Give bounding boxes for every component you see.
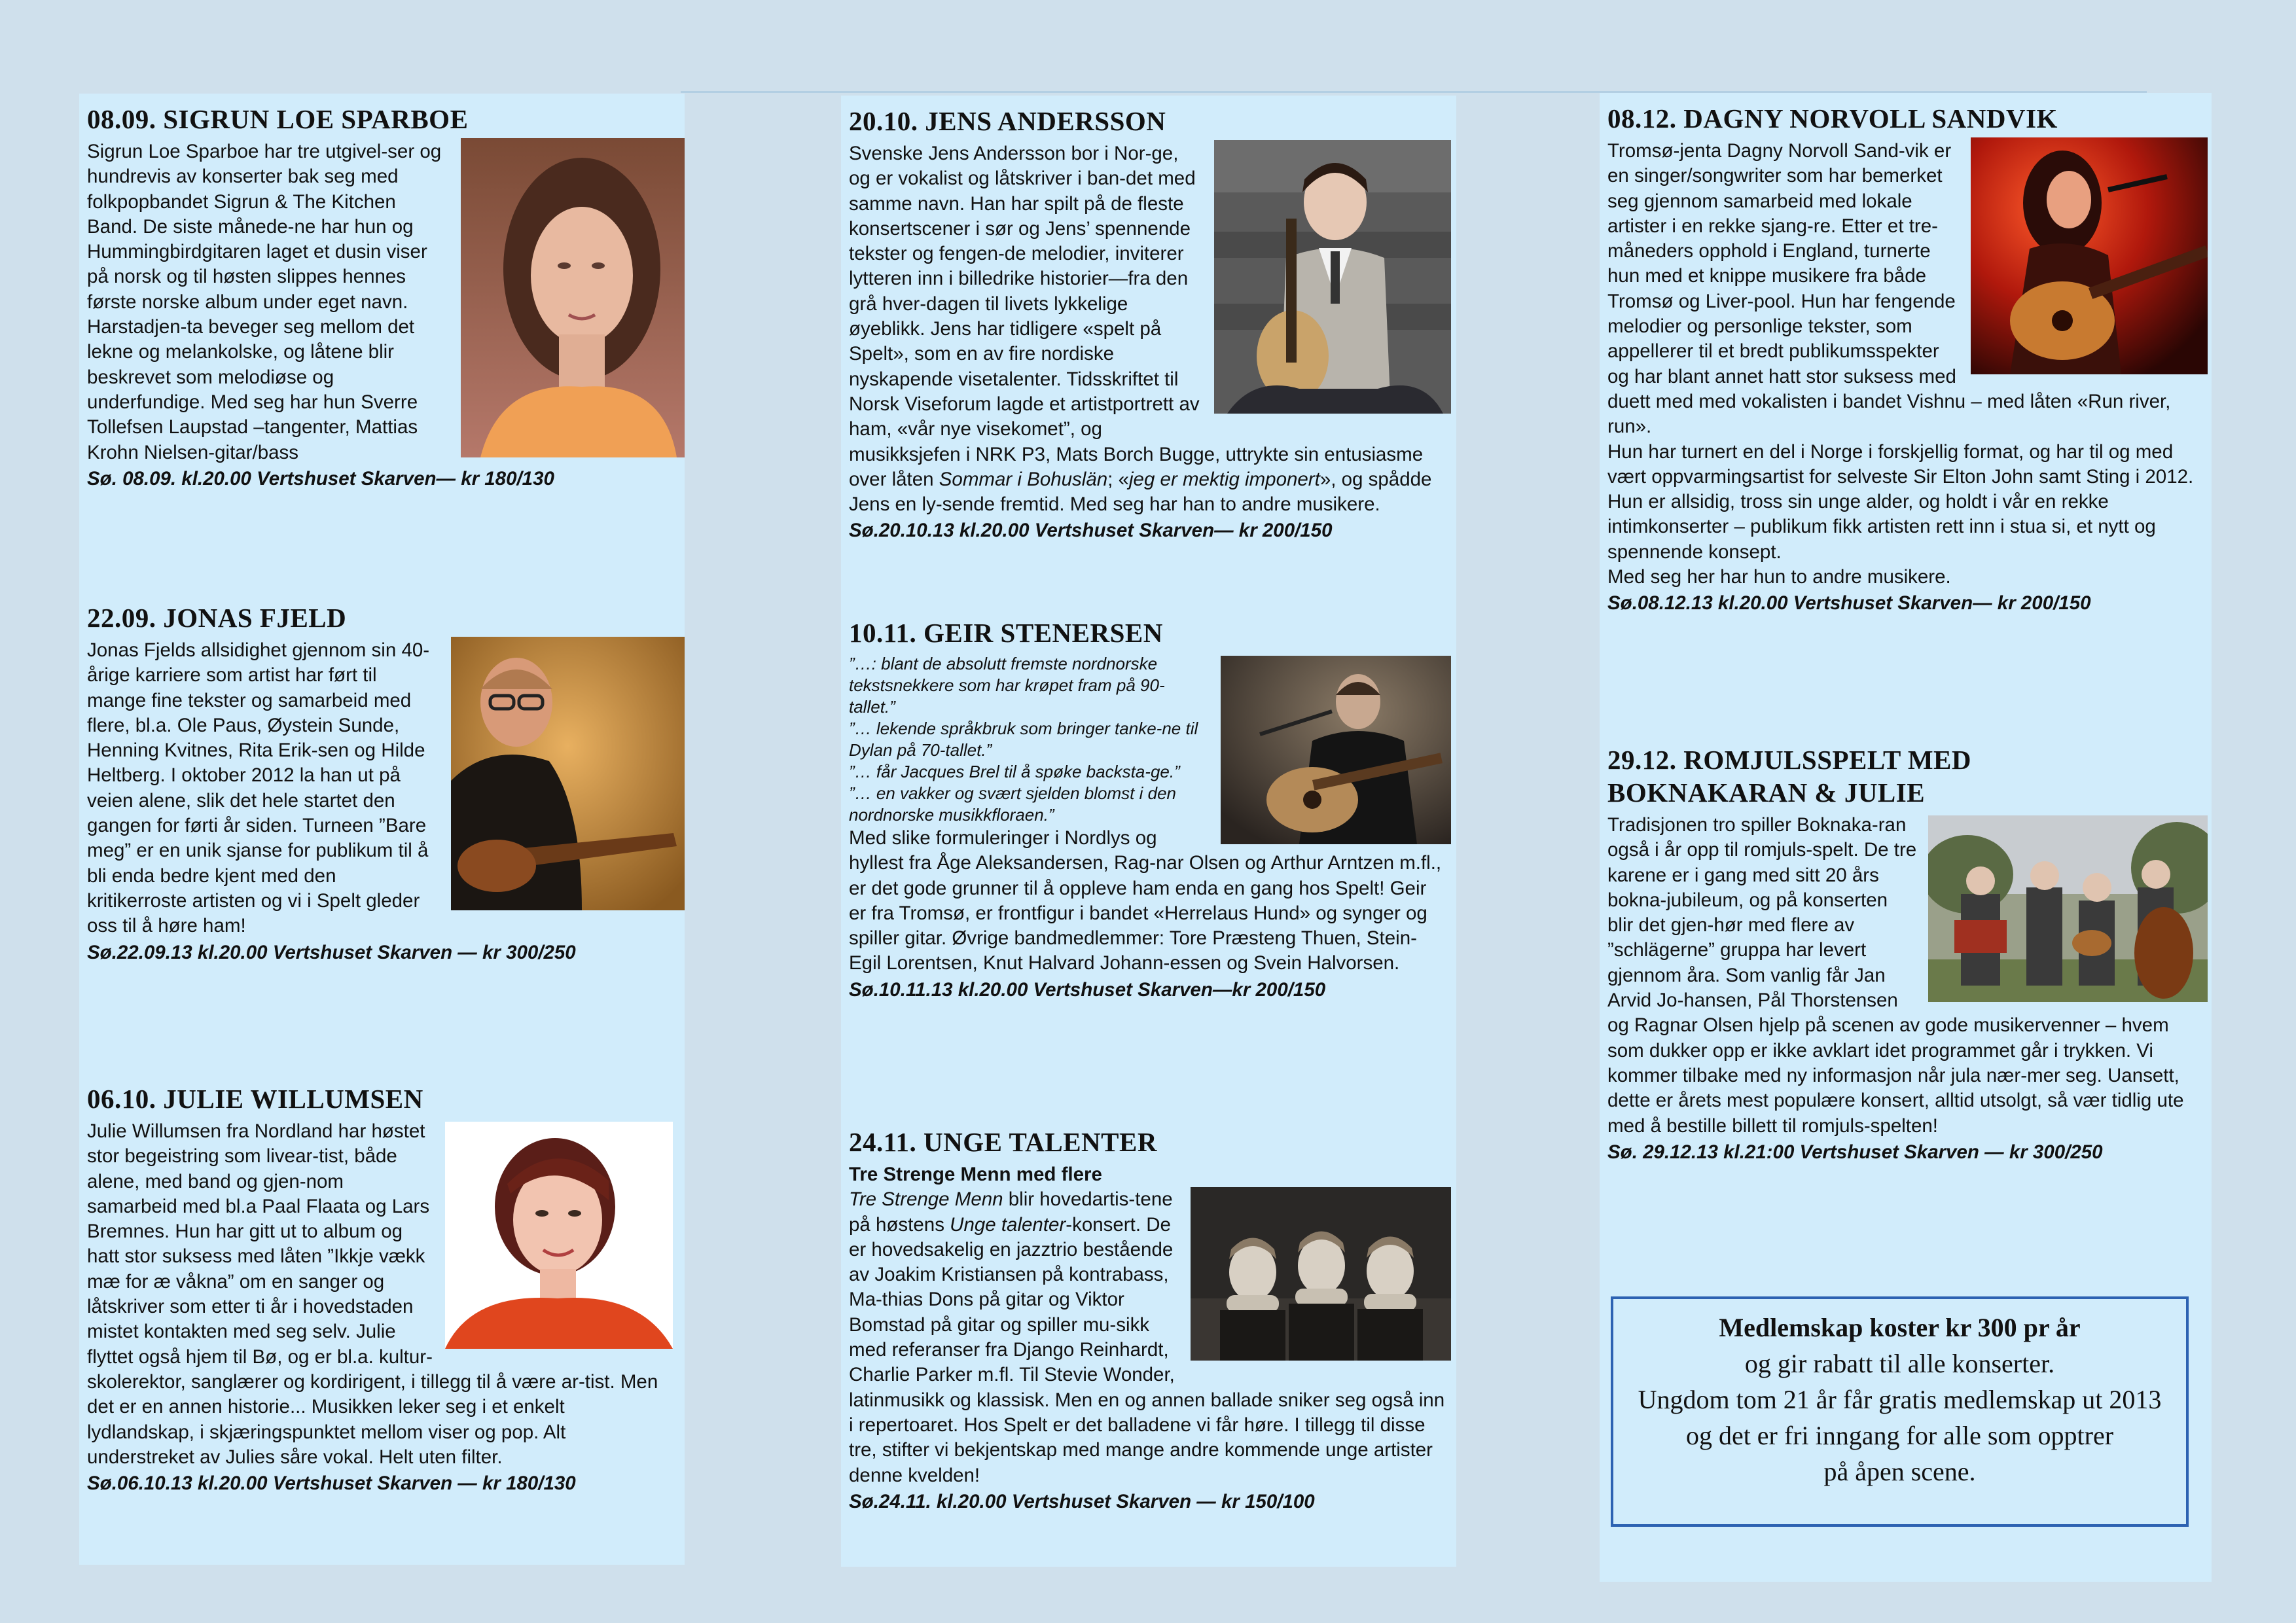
concert-dagny-norvoll-sandvik xyxy=(1600,93,2212,616)
concert-description-2: Hun har turnert en del i Norge i forskjellig format, og har til og med vært oppvarmingsartist for selveste Sir Elton John samt Sting i 2012. Hun er allsidig, tross sin unge alder, og holdt i vår en rekke intimkonserter – publikum fikk artisten rett inn i stua si, et nytt og spennende konsept. xyxy=(1607,440,2194,563)
concert-footer: Sø.08.12.13 kl.20.00 Vertshuset Skarven— kr 200/150 xyxy=(1607,592,2091,615)
concert-description: Tradisjonen tro spiller Boknaka-ran også i år opp til romjuls-spelt. De tre karene er i gang med sitt 20 års bokna-jubileum, og på konserten blir det gjen-hør med flere av ”schlägerne” gruppa har levert gjennom åra. Som vanlig får Jan Arvid Jo-hansen, Pål Thorstensen og Ragnar Olsen hjelp på scenen av gode musikervenner – hvem som dukker opp er ikke avklart idet programmet går i trykken. Vi kommer tilbake med ny informasjon når jula nær-mer seg. Uansett, dette er årets mest populære konsert, alltid utsolgt, så vær tidlig ute med å bestille billett til romjuls-spelten! xyxy=(1607,814,2184,1137)
press-quote: ”… lekende språkbruk som bringer tanke-ne til Dylan på 70-tallet.” xyxy=(849,719,1198,760)
concert-footer: Sø.24.11. kl.20.00 Vertshuset Skarven — kr 150/100 xyxy=(849,1490,1315,1512)
concert-romjulsspelt xyxy=(1600,734,2212,1165)
portrait-woman-red-top-photo xyxy=(445,1122,673,1349)
concert-title: 10.11. GEIR STENERSEN xyxy=(849,618,1163,648)
portrait-woman-red-top-icon xyxy=(445,1122,673,1349)
concert-description: Sigrun Loe Sparboe har tre utgivel-ser og hundrevis av konserter bak seg med folkpopbandet Sigrun & The Kitchen Band. De siste månede-ne har hun og Hummingbirdgitaren laget et dusin viser på norsk og til høsten slippes hennes første norske album under eget navn. Harstadjen-ta beveger seg mellom det lekne og melankolske, og låtene blir beskrevet som melodiøse og underfundige. Med seg har hun Sverre Tollefsen Laupstad –tangenter, Mattias Krohn Nielsen-gitar/bass xyxy=(87,141,442,463)
man-seated-with-guitar-photo xyxy=(1214,140,1451,414)
concert-title: 08.09. SIGRUN LOE SPARBOE xyxy=(87,104,469,134)
woman-singing-with-guitar-photo xyxy=(1971,137,2208,374)
concert-footer: Sø.06.10.13 kl.20.00 Vertshuset Skarven — kr 180/130 xyxy=(87,1472,576,1495)
column-middle xyxy=(841,96,1456,1567)
concert-description-3: Med seg her har hun to andre musikere. xyxy=(1607,566,1951,588)
concert-title-line-2: BOKNAKARAN & JULIE xyxy=(1607,777,1926,808)
membership-open-stage: på åpen scene. xyxy=(1823,1457,1976,1486)
column-left xyxy=(79,94,685,1565)
three-young-men-photo xyxy=(1191,1187,1451,1361)
concert-description: Svenske Jens Andersson bor i Nor-ge, og er vokalist og låtskriver i ban-det med samme navn. Han har spilt på de fleste konsertscener i sør og Jens’ spennende tekster og fengen-de melodier, inviterer lytteren inn i billedrike historier—fra den grå hver-dagen til livets lykkelige øyeblikk. Jens har tidligere «spelt på Spelt», som en av fire nordiske nyskapende visetalenter. Tidsskriftet til Norsk Viseforum lagde et artistportrett av ham, «vår nye visekomet”, og musikksjefen i NRK P3, Mats Borch Bugge, uttrykte sin entusiasme over låten Sommar i Bohuslän; «jeg er mektig imponert», og spådde Jens en ly-sende fremtid. Med seg har han to andre musikere. xyxy=(849,143,1432,516)
press-quote: ”…: blant de absolutt fremste nordnorske tekstsnekkere som har krøpet fram på 90-tallet.” xyxy=(849,654,1165,717)
concert-subtitle: Tre Strenge Menn med flere xyxy=(849,1164,1102,1185)
concert-geir-stenersen xyxy=(841,607,1456,1003)
press-quote: ”… en vakker og svært sjelden blomst i den nordnorske musikkfloraen.” xyxy=(849,783,1176,825)
concert-description: Julie Willumsen fra Nordland har høstet stor begeistring som livear-tist, både alene, med band og gjen-nom samarbeid med bl.a Paal Flaata og Lars Bremnes. Hun har gitt ut to album og hatt stor suksess med låten ”Ikkje vækk mæ for æ våkna” om en sanger og låtskriver som etter ti år i hovedstaden mistet kontakten med seg selv. Julie flyttet også hjem til Bø, og er bl.a. kultur-skolerektor, sanglærer og kordirigent, i tillegg til å være ar-tist. Men det er en annen historie... Musikken leker seg i et enkelt lydlandskap, i skjæringspunktet mellom viser og pop. Alt understreket av Julies såre vokal. Helt uten filter. xyxy=(87,1120,658,1468)
concert-jonas-fjeld xyxy=(79,592,685,965)
concert-sigrun-loe-sparboe xyxy=(79,94,685,491)
band-outdoors-photo-icon xyxy=(1928,815,2208,1002)
concert-footer: Sø.22.09.13 kl.20.00 Vertshuset Skarven — kr 300/250 xyxy=(87,941,576,963)
three-young-men-photo-icon xyxy=(1191,1187,1451,1361)
concert-description: Jonas Fjelds allsidighet gjennom sin 40-årige karriere som artist har ført til mange fine tekster og samarbeid med flere, bl.a. Ole Paus, Øystein Sunde, Henning Kvitnes, Rita Erik-sen og Hilde Heltberg. I oktober 2012 la han ut på veien alene, slik det hele startet den gangen for førti år siden. Turneen ”Bare meg” er en unik sjanse for publikum til å bli enda bedre kjent med den kritikerroste artisten og vi i Spelt gleder oss til å høre ham! xyxy=(87,639,430,937)
concert-description: Tromsø-jenta Dagny Norvoll Sand-vik er en singer/songwriter som har bemerket seg gjennom samarbeid med lokale artister i en rekke sjang-re. Etter et tre-måneders opphold i England, turnerte hun med et knippe musikere fra både Tromsø og Liver-pool. Hun har fengende melodier og personlige tekster, som appellerer til et bredt publikumsspekter og har blant annet hatt stor suksess med duett med med vokalisten i bandet Vishnu – med låten «Run river, run». xyxy=(1607,140,2171,438)
concert-description: Med slike formuleringer i Nordlys og hyllest fra Åge Aleksandersen, Rag-nar Olsen og Arthur Arntzen m.fl., er det gode grunner til å oppleve ham enda en gang hos Spelt! Geir er fra Tromsø, er frontfigur i bandet «Herrelaus Hund» og synger og spiller gitar. Øvrige bandmedlemmer: Tore Præsteng Thuen, Stein-Egil Lorentsen, Knut Halvard Johann-essen og Svein Halvorsen. xyxy=(849,827,1442,974)
press-quote: ”… får Jacques Brel til å spøke backsta-ge.” xyxy=(849,762,1180,781)
membership-free-entry: og det er fri inngang for alle som opptrer xyxy=(1685,1421,2114,1450)
portrait-woman-orange-top-photo xyxy=(461,138,685,457)
man-singing-with-guitar-photo xyxy=(1221,656,1451,844)
woman-singing-with-guitar-photo-icon xyxy=(1971,137,2208,374)
membership-info-box xyxy=(1611,1296,2189,1527)
concert-title: 20.10. JENS ANDERSSON xyxy=(849,106,1166,136)
concert-footer: Sø. 29.12.13 kl.21:00 Vertshuset Skarven — kr 300/250 xyxy=(1607,1141,2103,1163)
concert-title: 08.12. DAGNY NORVOLL SANDVIK xyxy=(1607,103,2058,134)
concert-footer: Sø.10.11.13 kl.20.00 Vertshuset Skarven—kr 200/150 xyxy=(849,978,1326,1001)
concert-unge-talenter xyxy=(841,1116,1456,1514)
membership-youth-offer: Ungdom tom 21 år får gratis medlemskap ut 2013 xyxy=(1638,1385,2162,1414)
concert-jens-andersson xyxy=(841,96,1456,543)
portrait-woman-orange-top-icon xyxy=(461,138,685,457)
concert-description: Tre Strenge Menn blir hovedartis-tene på høstens Unge talenter-konsert. De er hovedsakelig en jazztrio bestående av Joakim Kristiansen på kontrabass, Ma-thias Dons på gitar og Viktor Bomstad på gitar og spiller mu-sikk med referanser fra Django Reinhardt, Charlie Parker m.fl. Til Stevie Wonder, latinmusikk og klassisk. Men en og annen ballade sniker seg også inn i repertoaret. Hos Spelt er det balladene vi får høre. I tillegg til disse tre, stifter vi bekjentskap med mange andre kommende unge artister denne kvelden! xyxy=(849,1188,1445,1486)
man-with-guitar-photo xyxy=(451,637,685,910)
concert-footer: Sø. 08.09. kl.20.00 Vertshuset Skarven— kr 180/130 xyxy=(87,467,554,490)
membership-price: Medlemskap koster kr 300 pr år xyxy=(1719,1313,2081,1342)
membership-benefit: og gir rabatt til alle konserter. xyxy=(1744,1349,2055,1378)
concert-title: 06.10. JULIE WILLUMSEN xyxy=(87,1084,423,1114)
man-seated-with-guitar-photo-icon xyxy=(1214,140,1451,414)
band-outdoors-photo xyxy=(1928,815,2208,1002)
concert-julie-willumsen xyxy=(79,1073,685,1496)
concert-title: 24.11. UNGE TALENTER xyxy=(849,1127,1157,1157)
concert-title-line-1: 29.12. ROMJULSSPELT MED xyxy=(1607,745,1971,775)
man-singing-with-guitar-photo-icon xyxy=(1221,656,1451,844)
concert-title: 22.09. JONAS FJELD xyxy=(87,603,347,633)
concert-footer: Sø.20.10.13 kl.20.00 Vertshuset Skarven— kr 200/150 xyxy=(849,520,1333,542)
man-with-guitar-photo-icon xyxy=(451,637,685,910)
